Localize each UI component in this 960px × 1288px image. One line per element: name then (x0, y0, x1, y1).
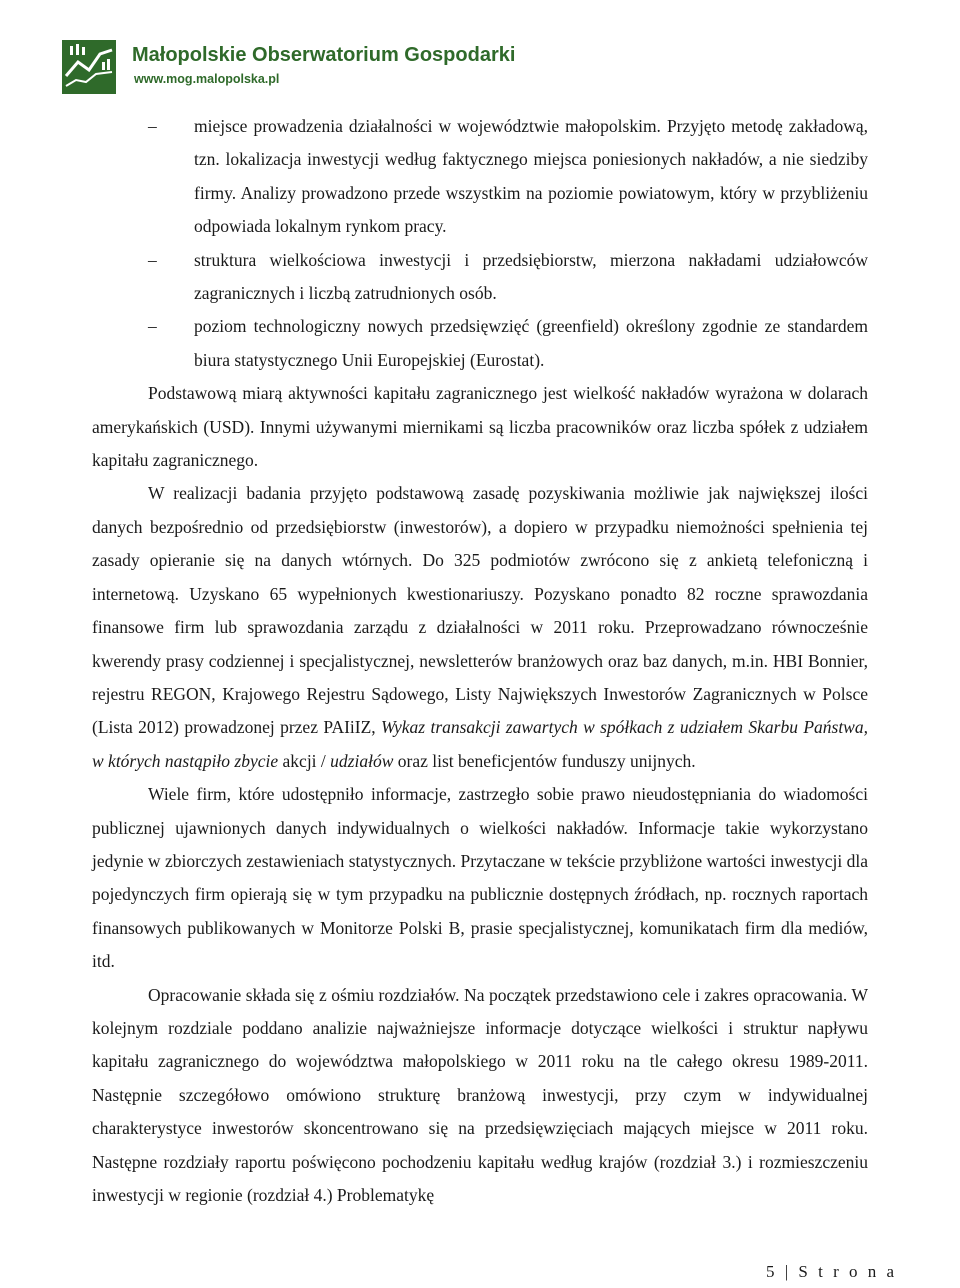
page-number: 5 | S t r o n a (766, 1262, 898, 1281)
italic-title: udziałów (330, 750, 394, 771)
bullet-text: struktura wielkościowa inwestycji i przedsiębiorstw, mierzona nakładami udziałowców zagranicznych i liczbą zatrudnionych osób. (194, 249, 868, 304)
bullet-text: poziom technologiczny nowych przedsięwzięć (greenfield) określony zgodnie ze standardem biura statystycznego Unii Europejskiej (Eurostat). (194, 316, 868, 370)
bullet-dash: – (148, 249, 157, 270)
bullet-item (92, 310, 868, 377)
paragraph-measures: Podstawową miarą aktywności kapitału zagranicznego jest wielkość nakładów wyrażona w dolarach amerykańskich (USD). Innymi używanymi miernikami są liczba pracowników oraz liczba spółek z udziałem kapitału zagranicznego. (92, 383, 868, 471)
bullet-item (92, 110, 868, 244)
bullet-item (92, 244, 868, 311)
brand-url[interactable]: www.mog.malopolska.pl (134, 72, 280, 86)
paragraph-text: W realizacji badania przyjęto podstawową zasadę pozyskiwania możliwie jak największej ilości danych bezpośrednio od przedsiębiorstw (inwestorów), a dopiero w przypadku niemożności spełnienia tej zasady opieranie się na danych wtórnych. Do 325 podmiotów zwrócono się z ankietą telefoniczną i internetową. Uzyskano 65 wypełnionych kwestionariuszy. Pozyskano ponadto 82 roczne sprawozdania finansowe firm lub sprawozdania zarządu z działalności w 2011 roku. Przeprowadzano równocześnie kwerendy prasy codziennej i specjalistycznej, newsletterów branżowych oraz baz danych, m.in. HBI Bonnier, rejestru REGON, Krajowego Rejestru Sądowego, Listy Największych Inwestorów Zagranicznych w Polsce (Lista 2012) prowadzonej przez PAIiIZ, (92, 483, 868, 738)
paragraph-text: akcji / (278, 750, 331, 771)
bullet-dash: – (148, 116, 157, 136)
bullet-text: miejsce prowadzenia działalności w województwie małopolskim. Przyjęto metodę zakładową, tzn. lokalizacja inwestycji według faktycznego miejsca poniesionych nakładów, a nie siedziby firmy. Analizy prowadzono przede wszystkim na poziomie powiatowym, który w przybliżeniu odpowiada lokalnym rynkom pracy. (194, 116, 868, 237)
italic-title: Wykaz transakcji zawartych w spółkach z udziałem Skarbu Państwa, w których nastąpiło zbycie (92, 717, 868, 771)
brand-title: Małopolskie Obserwatorium Gospodarki (132, 44, 516, 66)
growth-chart-logo-icon (62, 40, 116, 94)
page-header (62, 40, 582, 96)
paragraph-structure: Opracowanie składa się z ośmiu rozdziałów. Na początek przedstawiono cele i zakres opracowania. W kolejnym rozdziale poddano analizie najważniejsze informacje dotyczące wielkości i struktur napływu kapitału zagranicznego do województwa małopolskiego w 2011 roku na tle całego okresu 1989-2011. Następnie szczegółowo omówiono strukturę branżową inwestycji, przy czym w indywidualnej charakterystyce inwestorów skoncentrowano się na przedsięwzięciach mających miejsce w 2011 roku. Następne rozdziały raportu poświęcono pochodzeniu kapitału według krajów (rozdział 3.) i rozmieszczeniu inwestycji w regionie (rozdział 4.) Problematykę (92, 984, 868, 1205)
paragraph-methodology (92, 477, 868, 778)
paragraph-confidentiality: Wiele firm, które udostępniło informacje, zastrzegło sobie prawo nieudostępniania do wiadomości publicznej ujawnionych danych indywidualnych o wielkości nakładów. Informacje takie wykorzystano jedynie w zbiorczych zestawieniach statystycznych. Przytaczane w tekście przybliżone wartości inwestycji dla pojedynczych firm opierają się w tym przypadku na publicznie dostępnych źródłach, np. rocznych raportach finansowych publikowanych w Monitorze Polski B, prasie specjalistycznej, komunikatach firm dla mediów, itd. (92, 784, 868, 972)
paragraph-text: oraz list beneficjentów funduszy unijnych. (393, 750, 696, 771)
document-body (92, 110, 868, 1212)
bullet-dash: – (148, 316, 157, 337)
